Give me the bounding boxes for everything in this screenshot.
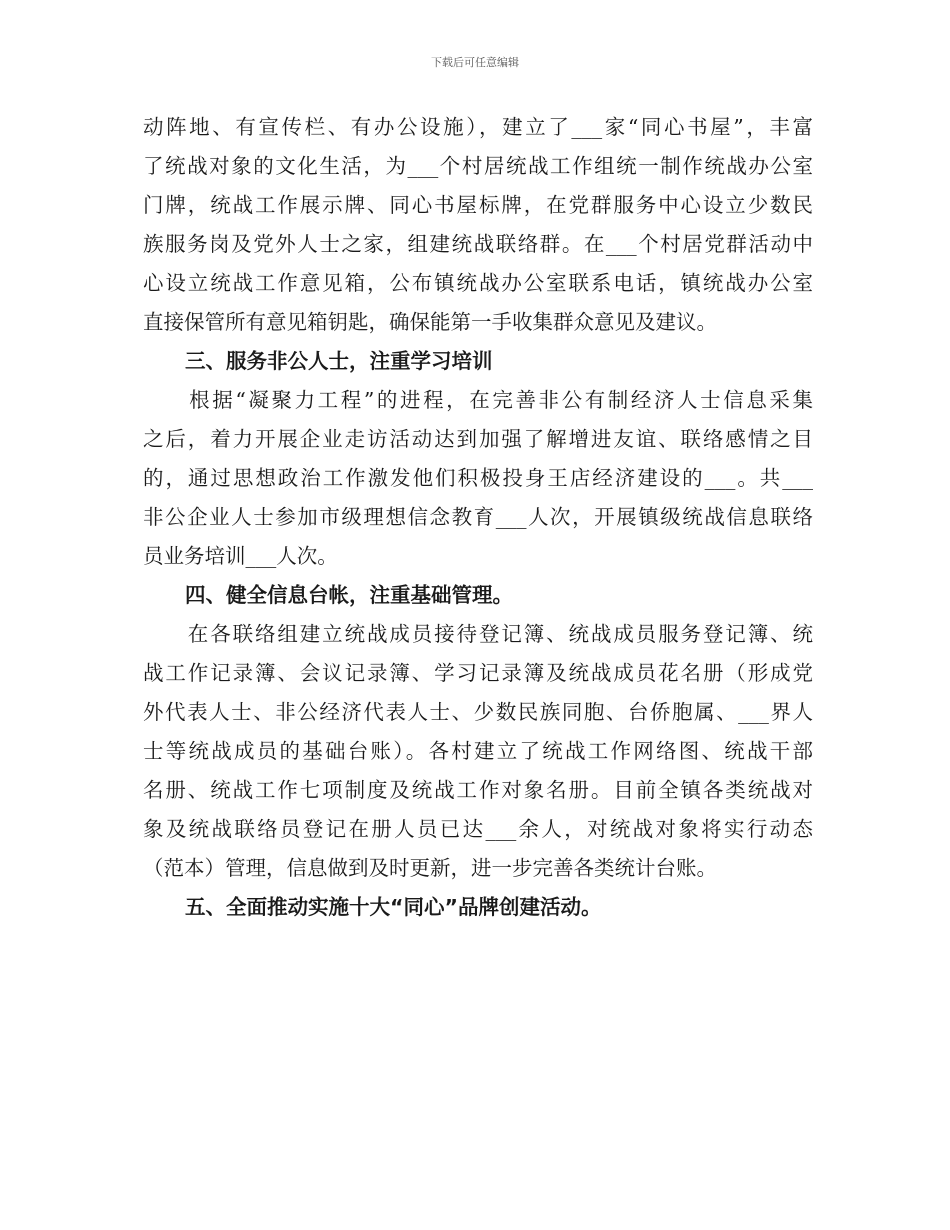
body-line: 了统战对象的文化生活，为___个村居统战工作组统一制作统战办公室	[143, 154, 813, 178]
body-line: 直接保管所有意见箱钥匙，确保能第一手收集群众意见及建议。	[143, 310, 717, 334]
section-heading-5: 五、全面推动实施十大“同心”品牌创建活动。	[185, 895, 602, 919]
body-line: 动阵地、有宣传栏、有办公设施），建立了___家“同心书屋”，丰富	[143, 115, 813, 139]
section-heading-4: 四、健全信息台帐，注重基础管理。	[185, 583, 513, 607]
body-line: 的，通过思想政治工作激发他们积极投身王店经济建设的___。共___	[143, 466, 813, 490]
body-line: 非公企业人士参加市级理想信念教育___人次，开展镇级统战信息联络	[143, 505, 813, 529]
body-line: 族服务岗及党外人士之家，组建统战联络群。在___个村居党群活动中	[143, 232, 813, 256]
page-header-note: 下载后可任意编辑	[431, 56, 519, 69]
body-line: （范本）管理，信息做到及时更新，进一步完善各类统计台账。	[143, 856, 717, 880]
body-line: 之后，着力开展企业走访活动达到加强了解增进友谊、联络感情之目	[143, 427, 813, 451]
section-heading-3: 三、服务非公人士，注重学习培训	[185, 349, 493, 373]
body-line: 门牌，统战工作展示牌、同心书屋标牌，在党群服务中心设立少数民	[143, 193, 813, 217]
body-line: 战工作记录簿、会议记录簿、学习记录簿及统战成员花名册（形成党	[143, 661, 813, 685]
body-line: 象及统战联络员登记在册人员已达___余人，对统战对象将实行动态	[143, 817, 813, 841]
body-line: 士等统战成员的基础台账）。各村建立了统战工作网络图、统战干部	[143, 739, 813, 763]
body-line: 名册、统战工作七项制度及统战工作对象名册。目前全镇各类统战对	[143, 778, 813, 802]
document-body	[143, 108, 813, 927]
body-line: 心设立统战工作意见箱，公布镇统战办公室联系电话，镇统战办公室	[143, 271, 813, 295]
body-line: 外代表人士、非公经济代表人士、少数民族同胞、台侨胞属、___界人	[143, 700, 813, 724]
body-line: 员业务培训___人次。	[143, 544, 338, 568]
body-line: 在各联络组建立统战成员接待登记簿、统战成员服务登记簿、统	[143, 622, 813, 646]
body-line: 根据“凝聚力工程”的进程，在完善非公有制经济人士信息采集	[143, 388, 813, 412]
